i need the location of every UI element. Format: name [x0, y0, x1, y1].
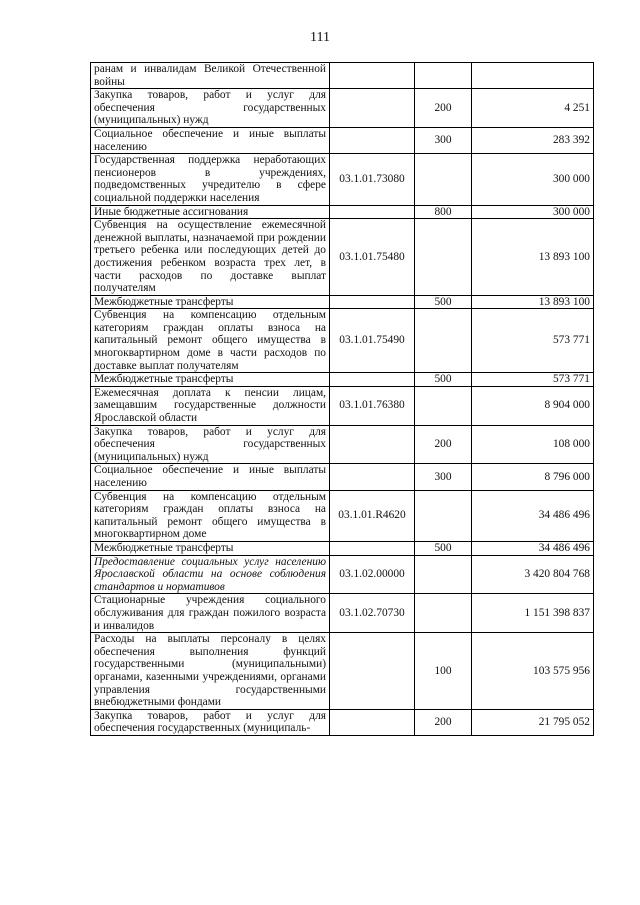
row-code-cell — [330, 89, 415, 128]
row-type-cell — [415, 309, 472, 373]
row-amount-cell: 103 575 956 — [472, 633, 594, 710]
row-name-cell: Закупка товаров, работ и услуг для обеспечения государственных (муниципаль- — [91, 709, 330, 735]
row-amount-cell: 8 904 000 — [472, 386, 594, 425]
row-amount-cell: 300 000 — [472, 154, 594, 205]
row-type-cell: 100 — [415, 633, 472, 710]
row-code-cell: 03.1.01.R4620 — [330, 490, 415, 541]
row-code-cell: 03.1.01.73080 — [330, 154, 415, 205]
row-name-cell: Государственная поддержка неработающих пенсионеров в учреждениях, подведомственных учредителю в сфере социальной поддержки населения — [91, 154, 330, 205]
row-name-cell: Социальное обеспечение и иные выплаты населению — [91, 464, 330, 490]
row-type-cell: 500 — [415, 295, 472, 309]
row-code-cell: 03.1.01.75490 — [330, 309, 415, 373]
row-name-cell: Межбюджетные трансферты — [91, 373, 330, 387]
table-row — [91, 464, 594, 490]
table-row — [91, 89, 594, 128]
row-amount-cell: 1 151 398 837 — [472, 594, 594, 633]
row-name-cell: Закупка товаров, работ и услуг для обеспечения государственных (муниципальных) нужд — [91, 89, 330, 128]
budget-table-body — [91, 63, 594, 736]
row-name-cell: Расходы на выплаты персоналу в целях обеспечения выполнения функций государственными (муниципальными) органами, казенными учреждениями, органами управления государственными внебюджетными фондами — [91, 633, 330, 710]
row-name-cell: Субвенция на компенсацию отдельным категориям граждан оплаты взноса на капитальный ремонт общего имущества в многоквартирном доме — [91, 490, 330, 541]
row-amount-cell — [472, 63, 594, 89]
row-type-cell: 500 — [415, 541, 472, 555]
row-amount-cell: 21 795 052 — [472, 709, 594, 735]
row-amount-cell: 283 392 — [472, 127, 594, 153]
table-row — [91, 709, 594, 735]
table-row — [91, 154, 594, 205]
row-type-cell — [415, 386, 472, 425]
table-row — [91, 295, 594, 309]
table-row — [91, 490, 594, 541]
row-code-cell — [330, 425, 415, 464]
row-type-cell: 300 — [415, 127, 472, 153]
row-name-cell: Субвенция на компенсацию отдельным категориям граждан оплаты взноса на капитальный ремонт общего имущества в многоквартирном доме в части расходов по доставке выплат получателям — [91, 309, 330, 373]
row-name-cell: Стационарные учреждения социального обслуживания для граждан пожилого возраста и инвалидов — [91, 594, 330, 633]
table-row — [91, 555, 594, 594]
row-name-cell: Субвенция на осуществление ежемесячной денежной выплаты, назначаемой при рождении третьего ребенка или последующих детей до достижения ребенком возраста трех лет, в части расходов по доставке выплат получателям — [91, 219, 330, 296]
row-code-cell — [330, 633, 415, 710]
row-type-cell: 200 — [415, 89, 472, 128]
row-amount-cell: 13 893 100 — [472, 295, 594, 309]
budget-table — [90, 62, 594, 736]
row-amount-cell: 34 486 496 — [472, 541, 594, 555]
table-row — [91, 205, 594, 219]
row-code-cell: 03.1.01.75480 — [330, 219, 415, 296]
row-name-cell: Ежемесячная доплата к пенсии лицам, замещавшим государственные должности Ярославской области — [91, 386, 330, 425]
row-name-cell: Социальное обеспечение и иные выплаты населению — [91, 127, 330, 153]
table-row — [91, 219, 594, 296]
row-type-cell: 300 — [415, 464, 472, 490]
row-code-cell — [330, 709, 415, 735]
row-name-cell: Межбюджетные трансферты — [91, 295, 330, 309]
row-type-cell: 500 — [415, 373, 472, 387]
row-amount-cell: 573 771 — [472, 309, 594, 373]
row-name-cell: Иные бюджетные ассигнования — [91, 205, 330, 219]
row-name-cell: Межбюджетные трансферты — [91, 541, 330, 555]
row-type-cell — [415, 63, 472, 89]
row-amount-cell: 300 000 — [472, 205, 594, 219]
row-code-cell — [330, 295, 415, 309]
row-type-cell: 200 — [415, 709, 472, 735]
table-row — [91, 633, 594, 710]
row-code-cell: 03.1.01.76380 — [330, 386, 415, 425]
row-code-cell — [330, 63, 415, 89]
row-code-cell: 03.1.02.70730 — [330, 594, 415, 633]
table-row — [91, 594, 594, 633]
row-type-cell: 800 — [415, 205, 472, 219]
table-row — [91, 127, 594, 153]
row-type-cell — [415, 555, 472, 594]
row-type-cell — [415, 154, 472, 205]
table-row — [91, 63, 594, 89]
row-type-cell: 200 — [415, 425, 472, 464]
row-name-cell: Закупка товаров, работ и услуг для обеспечения государственных (муниципальных) нужд — [91, 425, 330, 464]
row-code-cell — [330, 205, 415, 219]
row-type-cell — [415, 219, 472, 296]
table-row — [91, 541, 594, 555]
row-amount-cell: 34 486 496 — [472, 490, 594, 541]
row-name-cell: Предоставление социальных услуг населению Ярославской области на основе соблюдения стандартов и нормативов — [91, 555, 330, 594]
row-amount-cell: 3 420 804 768 — [472, 555, 594, 594]
page-number: 111 — [310, 30, 330, 45]
row-code-cell — [330, 541, 415, 555]
row-code-cell — [330, 127, 415, 153]
table-row — [91, 309, 594, 373]
row-code-cell — [330, 464, 415, 490]
row-type-cell — [415, 594, 472, 633]
table-row — [91, 386, 594, 425]
row-type-cell — [415, 490, 472, 541]
table-row — [91, 373, 594, 387]
row-amount-cell: 573 771 — [472, 373, 594, 387]
row-amount-cell: 4 251 — [472, 89, 594, 128]
row-code-cell: 03.1.02.00000 — [330, 555, 415, 594]
row-amount-cell: 8 796 000 — [472, 464, 594, 490]
row-name-cell: ранам и инвалидам Великой Отечественной войны — [91, 63, 330, 89]
table-row — [91, 425, 594, 464]
row-amount-cell: 13 893 100 — [472, 219, 594, 296]
row-amount-cell: 108 000 — [472, 425, 594, 464]
row-code-cell — [330, 373, 415, 387]
